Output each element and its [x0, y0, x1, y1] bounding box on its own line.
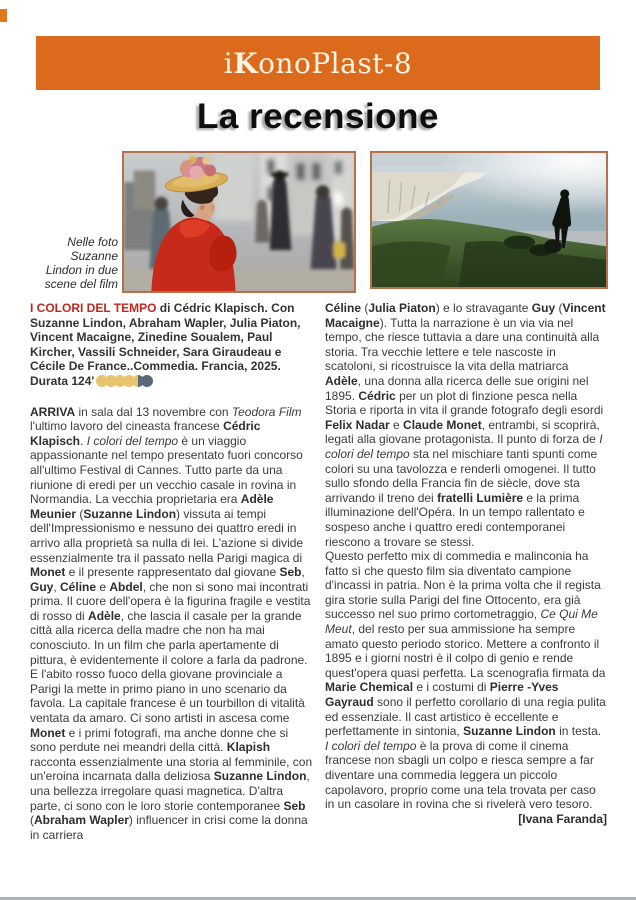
credits-text: di Cédric Klapisch. Con Suzanne Lindon, Abraham Wapler, Julia Piaton, Vincent Macaigne, Zinedine Soualem, Paul Kircher, Vassili Schneider, Sara Giraudeau e Cécile De France..Commedia. Francia, 2025. Durata 124': [30, 301, 301, 388]
logo-pre: i: [223, 46, 234, 80]
author-byline: [Ivana Faranda]: [518, 811, 607, 826]
caption-line: scene del film: [44, 277, 118, 291]
review-body-left: ARRIVA in sala dal 13 novembre con Teodora Film l'ultimo lavoro del cineasta francese Cédric Klapisch. I colori del tempo è un viaggio appassionante nel tempo presentato fuori concorso all'ultimo Festival di Cannes. Tutto parte da una riunione di eredi per un vecchio casale in rovina in Normandia. La vecchia proprietaria era Adèle Meunier (Suzanne Lindon) vissuta ai tempi dell'Impressionismo e nessuno dei quattro eredi in arrivo alla proprietà sa nulla di lei. L'azione si divide essenzialmente tra il passato nella Parigi magica di Monet e il presente rappresentato dal giovane Seb, Guy, Céline e Abdel, che non si sono mai incontrati prima. Il cuore dell'opera è la figurina fragile e vestita di rosso di Adèle, che lascia il casale per la grande città alla ricerca della madre che non ha mai conosciuto. In un film che parla apertamente di pittura, è evidentemente il colore a farla da padrone. E l'abito rosso fuoco della giovane provinciale a Parigi la mette in primo piano in uno scenario da favola. La capitale francese è un tourbillon di vitalità ventata da amaro. Ci sono artisti in ascesa come Monet e i primi fotografi, ma anche donne che si sono perdute nei meandri della città. Klapish racconta essenzialmente una storia al femminile, con un'eroina incarnata dalla deliziosa Suzanne Lindon, una bellezza irregolare quasi magnetica. D'altra parte, ci sono con le loro storie contemporanee Seb (Abraham Wapler) influencer in crisi come la donna in carriera: [30, 404, 313, 842]
article-right-column: [325, 301, 607, 826]
article-left-column: [30, 301, 315, 842]
photo-caption: [22, 235, 118, 291]
review-body-right: Céline (Julia Piaton) e lo stravagante Guy (Vincent Macaigne). Tutta la narrazione è un via via nel tempo, che riesce tuttavia a dare una continuità alla storia. Tra vecchie lettere e tele nascoste in scatoloni, si ricostruisce la vita della matriarca Adèle, una donna alla ricerca delle sue origini nel 1895. Cédric per un plot di finzione pesca nella Storia e riporta in vita il grande fotografo degli esordi Felix Nadar e Claude Monet, entrambi, si scoprirà, legati alla giovane protagonista. Il punto di forza de I colori del tempo sta nel mischiare tanti spunti come colori su una tavolozza e renderli omogenei. Il tutto sullo sfondo della Francia fin de siècle, dove sta arrivando il treno dei fratelli Lumière e la prima illuminazione dell'Opéra. In un tempo rallentato e sospeso anche i quattro eredi contemporanei riescono a trovare se stessi. Questo perfetto mix di commedia e malinconia ha fatto sì che questo film sia diventato campione d'incassi in patria. Non è la prima volta che il regista gira storie sulla Parigi del fine Ottocento, era già successo nel suo primo cortometraggio, Ce Qui Me Meut, del resto per sua ammissione ha sempre amato questo periodo storico. Mettere a confronto il 1895 e i giorni nostri è il colpo di genio e rende quest'opera quasi perfetta. La scenografia firmata da Marie Chemical e i costumi di Pierre -Yves Gayraud sono il perfetto corollario di una regia pulita ed essenziale. Il cast artistico è eccellente e perfettamente in sintonia, Suzanne Lindon in testa. I colori del tempo è la prova di come il cinema francese non sbagli un colpo e riesca sempre a far diventare una commedia leggera un piccolo capolavoro, proprio come una tela trovata per caso in un casolare in rovina che si rivelerà vero tesoro.: [325, 301, 606, 812]
film-credits: [30, 301, 315, 391]
caption-line: Nelle foto: [67, 235, 118, 249]
page-title: La recensione: [197, 97, 439, 136]
magazine-logo: [224, 47, 412, 80]
rating-dots: [99, 375, 153, 391]
caption-line: Suzanne: [70, 249, 118, 263]
street-scene-illustration: [124, 153, 354, 291]
coastal-scene-illustration: [372, 153, 606, 287]
film-title: I COLORI DEL TEMPO: [30, 301, 157, 315]
caption-line: Lindon in due: [45, 263, 118, 277]
film-still-left: [122, 151, 356, 293]
film-still-right: [370, 151, 608, 289]
masthead-bar: [36, 36, 600, 90]
logo-post: onoPlast-8: [258, 46, 413, 80]
logo-bold-letter: K: [233, 46, 259, 80]
page-edge-mark: [0, 9, 7, 22]
